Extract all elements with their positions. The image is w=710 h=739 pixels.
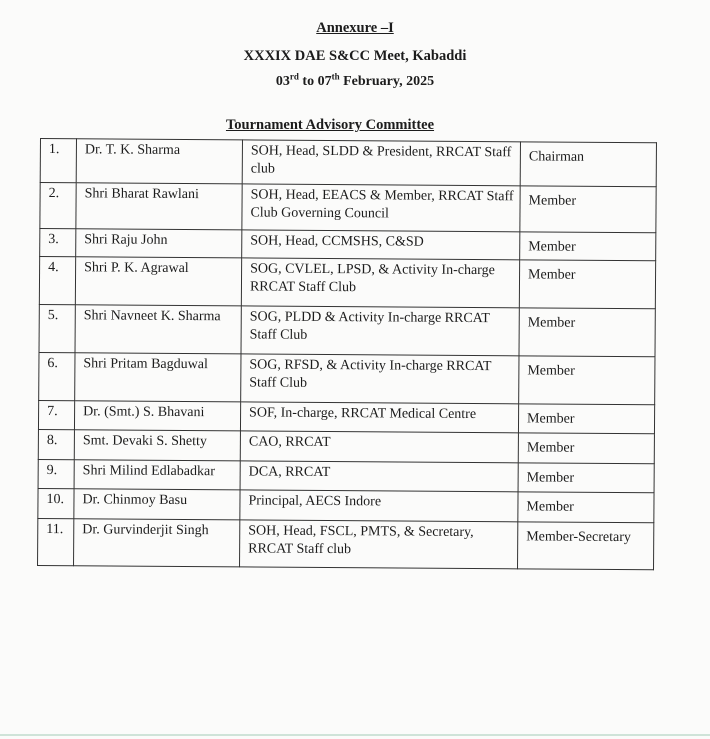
member-role: Chairman xyxy=(520,142,656,187)
serial-number: 3. xyxy=(40,229,76,257)
committee-row xyxy=(38,429,654,463)
serial-number: 7. xyxy=(38,400,74,429)
member-designation: SOH, Head, SLDD & President, RRCAT Staff club xyxy=(242,140,520,186)
member-role: Member xyxy=(520,232,656,261)
member-designation: Principal, AECS Indore xyxy=(240,490,518,522)
member-designation: SOG, RFSD, & Activity In-charge RRCAT Staff Club xyxy=(241,354,519,404)
member-designation: CAO, RRCAT xyxy=(240,431,518,463)
serial-number: 5. xyxy=(39,304,75,352)
committee-row xyxy=(38,488,654,522)
member-designation: DCA, RRCAT xyxy=(240,461,518,492)
member-role: Member xyxy=(518,492,654,523)
member-name: Shri Raju John xyxy=(76,229,242,258)
member-name: Shri P. K. Agrawal xyxy=(75,257,241,306)
serial-number: 4. xyxy=(39,257,75,305)
committee-title: Tournament Advisory Committee xyxy=(225,117,435,133)
committee-row xyxy=(38,400,654,433)
serial-number: 8. xyxy=(38,429,74,459)
serial-number: 6. xyxy=(39,352,75,400)
committee-row xyxy=(40,139,656,187)
member-role: Member xyxy=(520,186,656,233)
member-name: Dr. Gurvinderjit Singh xyxy=(74,519,240,567)
member-role: Member xyxy=(519,356,655,405)
page-bottom-edge xyxy=(0,734,710,736)
member-designation: SOH, Head, FSCL, PMTS, & Secretary, RRCAT Staff club xyxy=(240,520,518,569)
event-title: XXXIX DAE S&CC Meet, Kabaddi xyxy=(243,48,467,64)
member-designation: SOG, CVLEL, LPSD, & Activity In-charge RRCAT Staff Club xyxy=(241,258,519,308)
member-name: Shri Milind Edlabadkar xyxy=(74,460,240,490)
member-role: Member xyxy=(518,404,654,434)
member-name: Shri Bharat Rawlani xyxy=(76,183,242,230)
member-name: Dr. Chinmoy Basu xyxy=(74,489,240,520)
member-role: Member xyxy=(519,308,655,357)
serial-number: 9. xyxy=(38,459,74,488)
committee-row xyxy=(40,183,656,233)
member-role: Member xyxy=(518,463,654,493)
member-name: Shri Navneet K. Sharma xyxy=(75,305,241,354)
member-designation: SOH, Head, EEACS & Member, RRCAT Staff Club Governing Council xyxy=(242,184,520,232)
member-name: Dr. (Smt.) S. Bhavani xyxy=(74,401,240,431)
committee-row xyxy=(39,257,655,309)
committee-row xyxy=(39,304,655,356)
member-name: Smt. Devaki S. Shetty xyxy=(74,430,240,461)
serial-number: 2. xyxy=(40,183,76,229)
member-role: Member xyxy=(518,433,654,464)
member-designation: SOH, Head, CCMSHS, C&SD xyxy=(242,230,520,260)
member-role: Member-Secretary xyxy=(518,522,654,570)
event-dates: 03rd to 07th February, 2025 xyxy=(275,71,435,89)
annexure-title: Annexure –I xyxy=(316,20,394,36)
committee-table xyxy=(37,138,657,570)
committee-row xyxy=(38,459,654,492)
member-role: Member xyxy=(519,260,655,309)
serial-number: 1. xyxy=(40,139,76,183)
committee-row xyxy=(39,352,655,404)
serial-number: 11. xyxy=(38,518,74,565)
serial-number: 10. xyxy=(38,488,74,518)
member-designation: SOF, In-charge, RRCAT Medical Centre xyxy=(240,402,518,433)
committee-row xyxy=(38,518,654,569)
member-designation: SOG, PLDD & Activity In-charge RRCAT Staff Club xyxy=(241,306,519,356)
member-name: Shri Pritam Bagduwal xyxy=(75,353,241,402)
committee-row xyxy=(40,229,656,261)
member-name: Dr. T. K. Sharma xyxy=(76,139,242,184)
